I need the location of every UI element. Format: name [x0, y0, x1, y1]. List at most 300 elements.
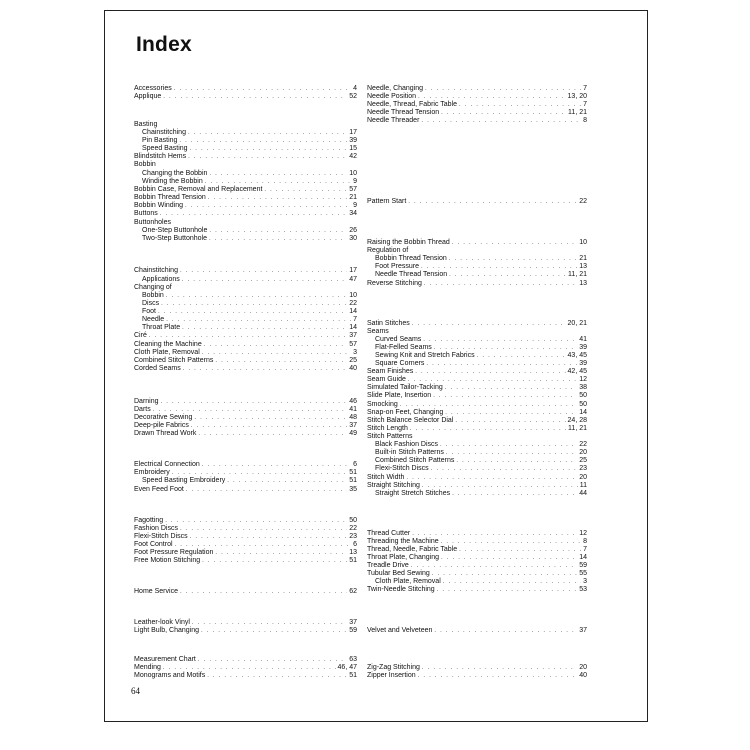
index-entry-label: Foot Pressure — [375, 263, 419, 270]
dot-leader — [425, 85, 581, 93]
index-entry — [134, 85, 357, 93]
index-entry — [367, 360, 587, 368]
index-entry-label: Needle Thread Tension — [375, 271, 448, 278]
index-entry-page: 7 — [583, 546, 587, 553]
index-entry — [134, 477, 357, 485]
index-entry-page: 49 — [349, 430, 357, 437]
index-entry — [367, 247, 587, 255]
dot-leader — [161, 300, 347, 308]
index-entry-page: 40 — [579, 672, 587, 679]
index-entry — [367, 530, 587, 538]
index-entry-label: Twin-Needle Stitching — [367, 586, 435, 593]
index-entry-page: 13 — [579, 280, 587, 287]
index-entry-page: 30 — [349, 235, 357, 242]
index-entry-page: 25 — [349, 357, 357, 364]
index-entry-page: 24, 28 — [567, 417, 587, 424]
index-entry-page: 22 — [579, 441, 587, 448]
dot-leader — [441, 554, 577, 562]
index-entry-page: 25 — [579, 457, 587, 464]
index-entry-label: Bobbin Thread Tension — [375, 255, 447, 262]
dot-leader — [432, 570, 577, 578]
index-entry-label: Flexi-Stitch Discs — [134, 533, 188, 540]
index-entry-page: 21 — [349, 194, 357, 201]
index-entry-label: Square Corners — [375, 360, 425, 367]
dot-leader — [406, 474, 577, 482]
index-entry — [367, 546, 587, 554]
index-entry-label: Basting — [134, 121, 158, 128]
index-entry — [134, 194, 357, 202]
dot-leader — [227, 477, 347, 485]
dot-leader — [198, 430, 347, 438]
index-entry-label: Buttonholes — [134, 219, 171, 226]
index-entry — [367, 368, 587, 376]
dot-leader — [452, 490, 577, 498]
dot-leader — [166, 292, 347, 300]
dot-leader — [163, 93, 347, 101]
index-entry — [134, 469, 357, 477]
dot-leader — [443, 578, 581, 586]
dot-leader — [191, 422, 347, 430]
index-entry-page: 50 — [579, 401, 587, 408]
dot-leader — [209, 235, 347, 243]
index-entry-page: 37 — [349, 619, 357, 626]
index-entry — [367, 627, 587, 635]
dot-leader — [408, 198, 577, 206]
index-entry — [367, 117, 587, 125]
dot-leader — [202, 461, 351, 469]
index-entry — [367, 392, 587, 400]
index-entry — [367, 109, 587, 117]
dot-leader — [433, 392, 577, 400]
index-entry — [367, 578, 587, 586]
index-entry-page: 9 — [353, 202, 357, 209]
dot-leader — [410, 425, 566, 433]
index-entry-label: Smocking — [367, 401, 398, 408]
index-entry-page: 13, 20 — [567, 93, 587, 100]
index-entry-label: Decorative Sewing — [134, 414, 193, 421]
dot-leader — [185, 202, 351, 210]
index-entry-page: 13 — [579, 263, 587, 270]
dot-leader — [415, 368, 565, 376]
index-entry-page: 62 — [349, 588, 357, 595]
index-entry-label: Needle Position — [367, 93, 417, 100]
index-entry-label: Chainstitching — [142, 129, 186, 136]
index-entry-label: Tubular Bed Sewing — [367, 570, 430, 577]
dot-leader — [421, 117, 581, 125]
index-entry — [367, 344, 587, 352]
index-entry-page: 51 — [349, 469, 357, 476]
index-entry — [367, 474, 587, 482]
index-entry — [134, 161, 357, 169]
index-entry-page: 7 — [583, 101, 587, 108]
dot-leader — [175, 541, 352, 549]
dot-leader — [434, 344, 577, 352]
index-entry — [367, 320, 587, 328]
index-entry — [134, 300, 357, 308]
index-entry — [367, 417, 587, 425]
index-entry-page: 8 — [583, 117, 587, 124]
index-entry — [134, 349, 357, 357]
index-entry — [134, 672, 357, 680]
index-entry — [134, 186, 357, 194]
dot-leader — [153, 406, 347, 414]
index-entry-page: 3 — [583, 578, 587, 585]
index-entry-label: Pin Basting — [142, 137, 178, 144]
index-entry-page: 44 — [579, 490, 587, 497]
index-entry-page: 15 — [349, 145, 357, 152]
index-entry — [367, 433, 587, 441]
index-entry-page: 39 — [579, 344, 587, 351]
index-entry-label: Stitch Balance Selector Dial — [367, 417, 454, 424]
dot-leader — [182, 324, 347, 332]
index-entry — [367, 198, 587, 206]
index-entry-label: Curved Seams — [375, 336, 422, 343]
index-entry-label: Fashion Discs — [134, 525, 178, 532]
index-entry-page: 13 — [349, 549, 357, 556]
index-entry-page: 41 — [579, 336, 587, 343]
index-entry-page: 57 — [349, 341, 357, 348]
index-entry — [134, 664, 357, 672]
index-entry — [134, 656, 357, 664]
index-entry — [134, 170, 357, 178]
index-entry-page: 21 — [579, 255, 587, 262]
index-entry-page: 51 — [349, 477, 357, 484]
index-entry-label: Two-Step Buttonhole — [142, 235, 207, 242]
index-entry-page: 22 — [349, 300, 357, 307]
dot-leader — [180, 525, 347, 533]
index-entry-label: Stitch Patterns — [367, 433, 413, 440]
dot-leader — [190, 145, 348, 153]
dot-leader — [437, 586, 578, 594]
index-entry-page: 11, 21 — [568, 271, 587, 278]
index-entry — [134, 365, 357, 373]
dot-leader — [418, 672, 578, 680]
index-entry-label: Combined Stitch Patterns — [134, 357, 214, 364]
dot-leader — [431, 465, 578, 473]
index-entry — [134, 129, 357, 137]
index-entry-label: Applique — [134, 93, 162, 100]
index-entry — [134, 525, 357, 533]
index-entry — [134, 406, 357, 414]
index-entry — [134, 284, 357, 292]
index-entry — [367, 449, 587, 457]
index-entry-label: Home Service — [134, 588, 178, 595]
index-entry — [134, 227, 357, 235]
index-entry-page: 34 — [349, 210, 357, 217]
dot-leader — [456, 457, 577, 465]
dot-leader — [215, 549, 347, 557]
index-entry-label: Winding the Bobbin — [142, 178, 203, 185]
index-entry — [367, 425, 587, 433]
page-number: 64 — [131, 686, 140, 696]
index-entry — [367, 271, 587, 279]
index-entry-page: 23 — [579, 465, 587, 472]
dot-leader — [400, 401, 577, 409]
index-entry-page: 50 — [579, 392, 587, 399]
index-entry-label: Needle Thread Tension — [367, 109, 440, 116]
index-entry-page: 55 — [579, 570, 587, 577]
index-entry-page: 47 — [349, 276, 357, 283]
index-entry-label: Darning — [134, 398, 159, 405]
index-entry-label: Electrical Connection — [134, 461, 200, 468]
dot-leader — [182, 276, 347, 284]
index-entry — [134, 619, 357, 627]
index-entry-page: 35 — [349, 486, 357, 493]
index-entry — [367, 280, 587, 288]
index-entry-label: Speed Basting Embroidery — [142, 477, 226, 484]
dot-leader — [202, 557, 347, 565]
index-entry-label: Changing of — [134, 284, 172, 291]
index-entry-page: 4 — [353, 85, 357, 92]
dot-leader — [163, 664, 336, 672]
index-entry — [134, 276, 357, 284]
index-entry-page: 63 — [349, 656, 357, 663]
index-entry — [367, 482, 587, 490]
dot-leader — [408, 376, 577, 384]
dot-leader — [411, 562, 577, 570]
index-entry-page: 10 — [349, 292, 357, 299]
index-entry-label: Regulation of — [367, 247, 409, 254]
index-entry-label: Simulated Tailor-Tacking — [367, 384, 443, 391]
index-entry — [367, 352, 587, 360]
dot-leader — [422, 664, 577, 672]
index-entry-label: Deep-pile Fabrics — [134, 422, 189, 429]
index-entry-page: 9 — [353, 178, 357, 185]
index-entry — [367, 336, 587, 344]
index-entry-label: Mending — [134, 664, 161, 671]
index-entry-page: 14 — [579, 409, 587, 416]
index-entry — [367, 672, 587, 680]
dot-leader — [179, 137, 347, 145]
index-entry-label: Ciré — [134, 332, 147, 339]
index-entry-page: 6 — [353, 541, 357, 548]
dot-leader — [434, 627, 577, 635]
index-entry — [367, 263, 587, 271]
index-entry-label: Measurement Chart — [134, 656, 196, 663]
index-entry — [134, 324, 357, 332]
index-entry — [134, 398, 357, 406]
dot-leader — [158, 308, 347, 316]
index-entry-label: Snap-on Feet, Changing — [367, 409, 444, 416]
index-entry-label: Satin Stitches — [367, 320, 410, 327]
index-entry — [367, 538, 587, 546]
index-entry-label: Raising the Bobbin Thread — [367, 239, 450, 246]
index-entry-label: One-Step Buttonhole — [142, 227, 208, 234]
index-entry-label: Cloth Plate, Removal — [134, 349, 200, 356]
index-entry-label: Speed Basting — [142, 145, 188, 152]
dot-leader — [188, 153, 347, 161]
dot-leader — [459, 101, 581, 109]
index-entry-page: 7 — [353, 316, 357, 323]
dot-leader — [205, 178, 351, 186]
index-entry-page: 46, 47 — [337, 664, 357, 671]
index-entry-label: Pattern Start — [367, 198, 407, 205]
index-entry-page: 17 — [349, 267, 357, 274]
index-entry — [367, 570, 587, 578]
index-entry-label: Stitch Length — [367, 425, 408, 432]
dot-leader — [183, 365, 348, 373]
index-entry — [367, 401, 587, 409]
index-entry-label: Bobbin — [142, 292, 164, 299]
index-entry-label: Accessories — [134, 85, 172, 92]
dot-leader — [186, 486, 347, 494]
index-entry — [134, 341, 357, 349]
dot-leader — [446, 449, 577, 457]
index-entry — [134, 121, 357, 129]
index-entry-page: 59 — [579, 562, 587, 569]
index-entry — [134, 486, 357, 494]
index-entry — [134, 267, 357, 275]
index-entry — [134, 145, 357, 153]
index-entry-label: Straight Stitching — [367, 482, 420, 489]
index-entry — [367, 490, 587, 498]
index-entry-label: Fagotting — [134, 517, 164, 524]
index-entry-label: Needle, Changing — [367, 85, 424, 92]
dot-leader — [477, 352, 566, 360]
index-entry — [134, 557, 357, 565]
dot-leader — [188, 129, 347, 137]
index-entry-label: Thread, Needle, Fabric Table — [367, 546, 458, 553]
index-entry — [367, 93, 587, 101]
index-entry-page: 42 — [349, 153, 357, 160]
index-entry-page: 3 — [353, 349, 357, 356]
dot-leader — [180, 588, 347, 596]
index-entry-label: Monograms and Motifs — [134, 672, 206, 679]
index-entry-label: Cloth Plate, Removal — [375, 578, 441, 585]
index-entry — [134, 153, 357, 161]
index-entry-page: 11, 21 — [568, 109, 587, 116]
index-entry-label: Bobbin Thread Tension — [134, 194, 206, 201]
index-entry-page: 37 — [349, 332, 357, 339]
index-entry-page: 17 — [349, 129, 357, 136]
index-entry-page: 8 — [583, 538, 587, 545]
dot-leader — [209, 170, 347, 178]
index-entry-page: 20 — [579, 449, 587, 456]
index-entry — [134, 541, 357, 549]
index-entry-label: Straight Stretch Stitches — [375, 490, 451, 497]
index-entry-label: Needle — [142, 316, 165, 323]
index-entry-label: Foot Control — [134, 541, 173, 548]
index-entry-page: 22 — [349, 525, 357, 532]
index-entry-label: Throat Plate — [142, 324, 181, 331]
index-entry-label: Foot Pressure Regulation — [134, 549, 214, 556]
index-entry-page: 20, 21 — [567, 320, 587, 327]
index-entry-page: 14 — [349, 308, 357, 315]
index-entry-label: Buttons — [134, 210, 158, 217]
index-entry-page: 51 — [349, 672, 357, 679]
index-entry-label: Seam Guide — [367, 376, 406, 383]
index-entry-label: Treadle Drive — [367, 562, 409, 569]
index-entry-page: 51 — [349, 557, 357, 564]
index-entry-label: Cleaning the Machine — [134, 341, 202, 348]
dot-leader — [209, 227, 347, 235]
index-entry-page: 50 — [349, 517, 357, 524]
index-entry-page: 37 — [349, 422, 357, 429]
index-entry — [367, 457, 587, 465]
index-entry — [134, 422, 357, 430]
index-entry-page: 46 — [349, 398, 357, 405]
dot-leader — [160, 210, 347, 218]
index-entry — [367, 554, 587, 562]
index-entry-label: Seam Finishes — [367, 368, 414, 375]
index-entry — [134, 430, 357, 438]
index-entry-label: Zig-Zag Stitching — [367, 664, 420, 671]
index-entry-page: 42, 45 — [567, 368, 587, 375]
index-entry-page: 12 — [579, 530, 587, 537]
dot-leader — [202, 349, 351, 357]
index-entry-page: 14 — [579, 554, 587, 561]
dot-leader — [165, 517, 347, 525]
index-entry-page: 6 — [353, 461, 357, 468]
index-entry — [367, 562, 587, 570]
index-entry-page: 22 — [579, 198, 587, 205]
dot-leader — [441, 109, 566, 117]
index-entry — [134, 235, 357, 243]
index-entry — [134, 219, 357, 227]
index-entry-label: Slide Plate, Insertion — [367, 392, 432, 399]
index-entry-page: 57 — [349, 186, 357, 193]
index-entry — [367, 441, 587, 449]
dot-leader — [441, 538, 581, 546]
index-entry — [367, 586, 587, 594]
index-entry-label: Applications — [142, 276, 180, 283]
dot-leader — [445, 409, 577, 417]
index-entry-page: 14 — [349, 324, 357, 331]
index-entry — [367, 239, 587, 247]
index-entry-label: Free Motion Stitching — [134, 557, 201, 564]
index-entry — [134, 316, 357, 324]
index-entry-label: Bobbin Case, Removal and Replacement — [134, 186, 263, 193]
index-entry-label: Drawn Thread Work — [134, 430, 197, 437]
index-entry-page: 40 — [349, 365, 357, 372]
index-entry-label: Blindstitch Hems — [134, 153, 187, 160]
index-entry-label: Bobbin — [134, 161, 156, 168]
dot-leader — [204, 341, 347, 349]
dot-leader — [421, 263, 577, 271]
index-entry-label: Seams — [367, 328, 389, 335]
dot-leader — [426, 360, 577, 368]
index-entry-label: Zipper Insertion — [367, 672, 416, 679]
index-entry-label: Darts — [134, 406, 151, 413]
index-entry — [134, 202, 357, 210]
index-entry — [367, 85, 587, 93]
dot-leader — [418, 93, 566, 101]
index-entry — [134, 210, 357, 218]
dot-leader — [166, 316, 351, 324]
dot-leader — [264, 186, 347, 194]
dot-leader — [412, 320, 566, 328]
index-entry-page: 11 — [579, 482, 587, 489]
index-entry — [134, 332, 357, 340]
index-entry-label: Embroidery — [134, 469, 170, 476]
index-entry-label: Even Feed Foot — [134, 486, 184, 493]
index-entry-label: Leather-look Vinyl — [134, 619, 190, 626]
index-entry — [367, 101, 587, 109]
index-entry-label: Light Bulb, Changing — [134, 627, 199, 634]
index-entry-label: Corded Seams — [134, 365, 181, 372]
index-entry — [367, 664, 587, 672]
index-entry-label: Flat-Felled Seams — [375, 344, 432, 351]
index-entry-page: 37 — [579, 627, 587, 634]
dot-leader — [215, 357, 347, 365]
index-entry-label: Chainstitching — [134, 267, 178, 274]
index-entry — [134, 308, 357, 316]
index-entry-page: 38 — [579, 384, 587, 391]
dot-leader — [424, 280, 577, 288]
dot-leader — [445, 384, 577, 392]
index-entry-page: 10 — [579, 239, 587, 246]
dot-leader — [452, 239, 577, 247]
